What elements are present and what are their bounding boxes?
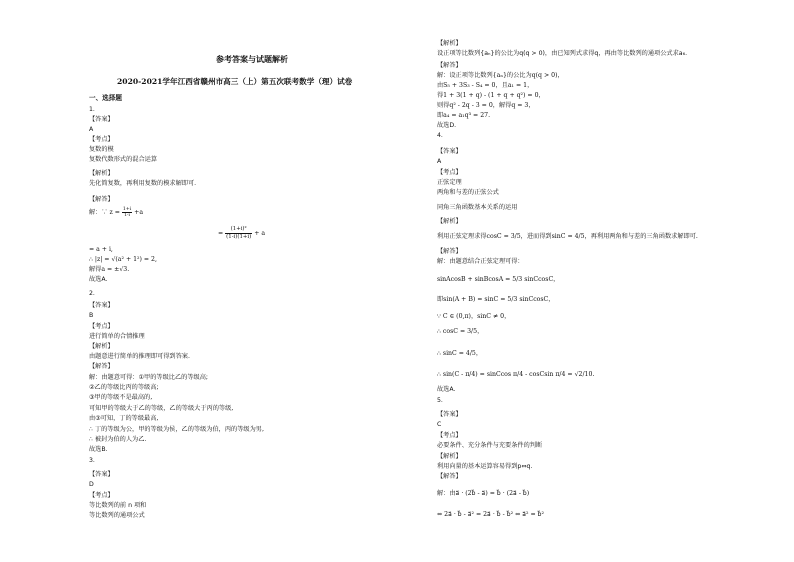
- q1-number: 1.: [89, 106, 95, 113]
- q1-solution-line-2: [218, 226, 265, 241]
- q2-solution-line-3: ③甲的等级不是最高的,: [89, 394, 153, 401]
- q1-sol-plus-a: +a: [134, 209, 144, 216]
- q1-sol-big-den: (1-i)(1+i): [226, 234, 252, 240]
- exam-title: 2020-2021学年江西省赣州市高三（上）第五次联考数学（理）试卷: [117, 77, 353, 86]
- q4-solution-line-5: ∴ cosC = 3/5，: [437, 328, 484, 335]
- q3-solution-line-4: 则得q² - 2q - 3 = 0，解得q = 3，: [437, 102, 535, 109]
- q1-analysis: 先化简复数，再利用复数的模求解即可.: [89, 180, 197, 187]
- q4-solution-line-3: 即sin(A + B) = sinC = 5/3 sinCcosC，: [437, 296, 555, 303]
- q1-point-1: 复数的模: [89, 146, 114, 153]
- q4-number: 4.: [437, 132, 443, 139]
- q2-analysis: 由题意进行简单的推理即可得到答案.: [89, 353, 190, 360]
- q2-number: 2.: [89, 290, 95, 297]
- q3-point-1: 等比数列的前 n 项和: [89, 502, 147, 509]
- q2-conclusion: 故选B.: [89, 446, 108, 453]
- q2-point-1: 进行简单的合情推理: [89, 333, 145, 340]
- q3-conclusion: 故选D.: [437, 122, 457, 129]
- q4-solution-line-7: ∴ sin(C - π/4) = sinCcos π/4 - cosCsin π/4 = √2/10.: [437, 371, 595, 378]
- q4-point-3: 同角三角函数基本关系的运用: [437, 204, 518, 211]
- q1-sol-big-num: (1+i)²: [225, 226, 252, 234]
- q4-answer-tag: 【答案】: [437, 148, 462, 155]
- q5-analysis-tag: 【解析】: [437, 453, 462, 460]
- q3-point-tag: 【考点】: [89, 492, 114, 499]
- q2-solution-line-2: ②乙的等级比丙的等级高;: [89, 384, 159, 391]
- q2-solution-line-7: ∴ 被封为伯的人为乙.: [89, 436, 147, 443]
- q4-solution-line-1: 解：由题意结合正弦定理可得：: [437, 258, 524, 265]
- q2-point-tag: 【考点】: [89, 323, 114, 330]
- q3-solution-tag: 【解答】: [437, 62, 462, 69]
- q1-solution-line-1: [89, 207, 143, 219]
- q1-solution-line-5: 解得a = ±√3.: [89, 266, 130, 273]
- q4-point-2: 两角和与差的正弦公式: [437, 189, 499, 196]
- q1-sol-fraction: [122, 207, 132, 218]
- q4-analysis: 利用正弦定理求得cosC = 3/5，进而得到sinC = 4/5，再利用两角和与差的三角函数求解即可.: [437, 233, 698, 240]
- q3-solution-line-1: 解：设正项等比数列{aₙ}的公比为q(q > 0)，: [437, 72, 564, 79]
- q1-sol-eq: =: [218, 230, 224, 237]
- q2-solution-tag: 【解答】: [89, 363, 114, 370]
- q1-sol-big-tail: + a: [254, 230, 266, 237]
- q5-point-1: 必要条件、充分条件与充要条件的判断: [437, 442, 543, 449]
- q4-solution-tag: 【解答】: [437, 248, 462, 255]
- q1-sol-big-fraction: [225, 226, 252, 241]
- q4-analysis-tag: 【解析】: [437, 218, 462, 225]
- q1-conclusion: 故选A.: [89, 276, 108, 283]
- q4-solution-line-4: ∵ C ∈ (0,π)，sinC ≠ 0，: [437, 313, 511, 320]
- q2-solution-line-6: ∴ 丁的等级为公，甲的等级为侯，乙的等级为伯，丙的等级为男,: [89, 426, 264, 433]
- q1-point-tag: 【考点】: [89, 136, 114, 143]
- q5-solution-tag: 【解答】: [437, 473, 462, 480]
- q2-answer-tag: 【答案】: [89, 302, 114, 309]
- q4-conclusion: 故选A.: [437, 386, 456, 393]
- q4-point-tag: 【考点】: [437, 169, 462, 176]
- q3-number: 3.: [89, 457, 95, 464]
- q2-answer: B: [89, 312, 94, 319]
- q2-analysis-tag: 【解析】: [89, 343, 114, 350]
- q2-solution-line-4: 可知甲的等级大于乙的等级，乙的等级大于丙的等级,: [89, 405, 234, 412]
- q1-solution-line-4: ∴ |z| = √(a² + 1²) = 2,: [89, 256, 157, 263]
- q3-analysis-tag: 【解析】: [437, 40, 462, 47]
- q3-point-2: 等比数列的通项公式: [89, 512, 145, 519]
- q1-answer-tag: 【答案】: [89, 116, 114, 123]
- right-column: [397, 0, 794, 562]
- q4-solution-line-6: ∴ sinC = 4/5，: [437, 350, 483, 357]
- q3-solution-line-2: 由S₅ + 3S₃ - S₄ = 0，且a₁ = 1，: [437, 82, 534, 89]
- q5-solution-line-2: ⇔ 2a⃗ · b⃗ - a⃗² = 2a⃗ · b⃗ - b⃗² ⇔ a⃗² = b⃗²: [437, 511, 545, 518]
- q3-solution-line-3: 得1 + 3(1 + q) - (1 + q + q²) = 0，: [437, 92, 545, 99]
- q2-solution-line-5: 由③可知，丁的等级最高,: [89, 415, 159, 422]
- q1-sol-frac-num: 1+i: [122, 207, 132, 212]
- q1-answer: A: [89, 126, 94, 133]
- q5-answer-tag: 【答案】: [437, 411, 462, 418]
- q5-answer: C: [437, 421, 442, 428]
- q5-point-tag: 【考点】: [437, 432, 462, 439]
- q1-solution-line-3: = a + i,: [89, 246, 113, 253]
- q3-analysis-1: 设正项等比数列{aₙ}的公比为q(q > 0)，由已知列式求得q，再由等比数列的通项公式求a₆.: [437, 50, 688, 57]
- q3-answer: D: [89, 481, 94, 488]
- q1-sol-intro: 解：∵ z =: [89, 209, 120, 216]
- q3-solution-line-5: 即a₄ = a₁q³ = 27.: [437, 112, 491, 119]
- q5-solution-line-1: 解：由a⃗ · (2b⃗ - a⃗) = b⃗ · (2a⃗ - b⃗): [437, 490, 530, 497]
- q1-analysis-tag: 【解析】: [89, 170, 114, 177]
- q4-point-1: 正弦定理: [437, 179, 462, 186]
- q4-solution-line-2: sinAcosB + sinBcosA = 5/3 sinCcosC，: [437, 276, 560, 283]
- q1-solution-tag: 【解答】: [89, 196, 114, 203]
- q4-answer: A: [437, 158, 442, 165]
- q5-analysis: 利用向量的基本运算容易得到p⇔q.: [437, 463, 533, 470]
- q3-answer-tag: 【答案】: [89, 471, 114, 478]
- doc-title: 参考答案与试题解析: [216, 54, 288, 64]
- section-heading: 一、选择题: [89, 94, 122, 102]
- q1-point-2: 复数代数形式的混合运算: [89, 156, 158, 163]
- q5-number: 5.: [437, 397, 443, 404]
- q1-sol-frac-den: 1-i: [124, 213, 131, 218]
- q2-solution-line-1: 解：由题意可得：①甲的等级比乙的等级高;: [89, 374, 209, 381]
